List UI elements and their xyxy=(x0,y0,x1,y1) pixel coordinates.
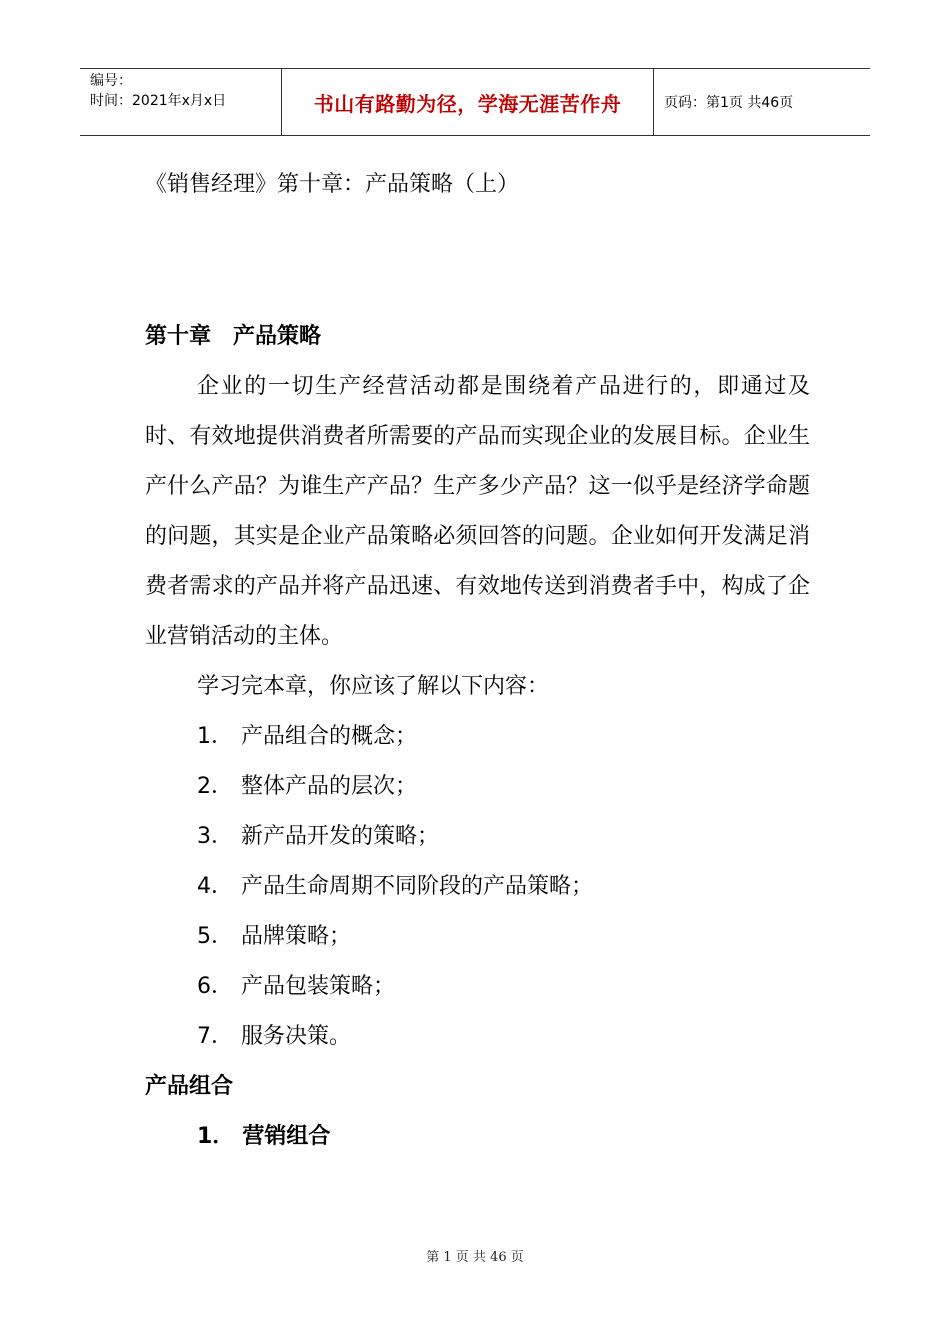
page-footer: 第 1 页 共 46 页 xyxy=(426,1250,524,1265)
list-number: 6． xyxy=(197,974,233,999)
list-text: 品牌策略； xyxy=(241,924,352,949)
header-page-info: 页码：第1页 共46页 xyxy=(664,95,794,111)
list-text: 产品生命周期不同阶段的产品策略； xyxy=(241,874,594,899)
intro-paragraph: 企业的一切生产经营活动都是围绕着产品进行的，即通过及时、有效地提供消费者所需要的产品而实现企业的发展目标。企业生产什么产品？为谁生产产品？生产多少产品？这一似乎是经济学命题的问题，其实是企业产品策略必须回答的问题。企业如何开发满足消费者需求的产品并将产品迅速、有效地传送到消费者手中，构成了企业营销活动的主体。 xyxy=(145,374,810,649)
list-text: 产品包装策略； xyxy=(241,974,396,999)
header-motto: 书山有路勤为径，学海无涯苦作舟 xyxy=(282,69,654,135)
document-body xyxy=(145,312,810,1162)
list-text: 服务决策。 xyxy=(241,1024,352,1049)
list-item xyxy=(145,712,810,762)
list-number: 7． xyxy=(197,1024,233,1049)
list-item xyxy=(145,862,810,912)
list-number: 2． xyxy=(197,774,233,799)
subsection-text: 营销组合 xyxy=(242,1124,331,1149)
subsection-number: 1． xyxy=(197,1124,235,1149)
chapter-heading: 第十章 产品策略 xyxy=(145,324,322,349)
list-number: 4． xyxy=(197,874,233,899)
header-left-cell xyxy=(80,69,282,135)
learning-intro: 学习完本章，你应该了解以下内容： xyxy=(197,674,550,699)
number-label: 编号： xyxy=(90,73,132,89)
list-number: 1． xyxy=(197,724,233,749)
list-item xyxy=(145,762,810,812)
list-number: 5． xyxy=(197,924,233,949)
list-number: 3． xyxy=(197,824,233,849)
list-text: 整体产品的层次； xyxy=(241,774,418,799)
list-text: 产品组合的概念； xyxy=(241,724,418,749)
list-item xyxy=(145,1012,810,1062)
page-header xyxy=(80,68,870,136)
section-heading: 产品组合 xyxy=(145,1074,234,1099)
list-text: 新产品开发的策略； xyxy=(241,824,440,849)
subsection-heading xyxy=(145,1112,810,1162)
list-item xyxy=(145,912,810,962)
list-item xyxy=(145,962,810,1012)
time-label: 时间：2021年x月x日 xyxy=(90,93,227,109)
document-title: 《销售经理》第十章：产品策略（上） xyxy=(145,172,520,197)
list-item xyxy=(145,812,810,862)
